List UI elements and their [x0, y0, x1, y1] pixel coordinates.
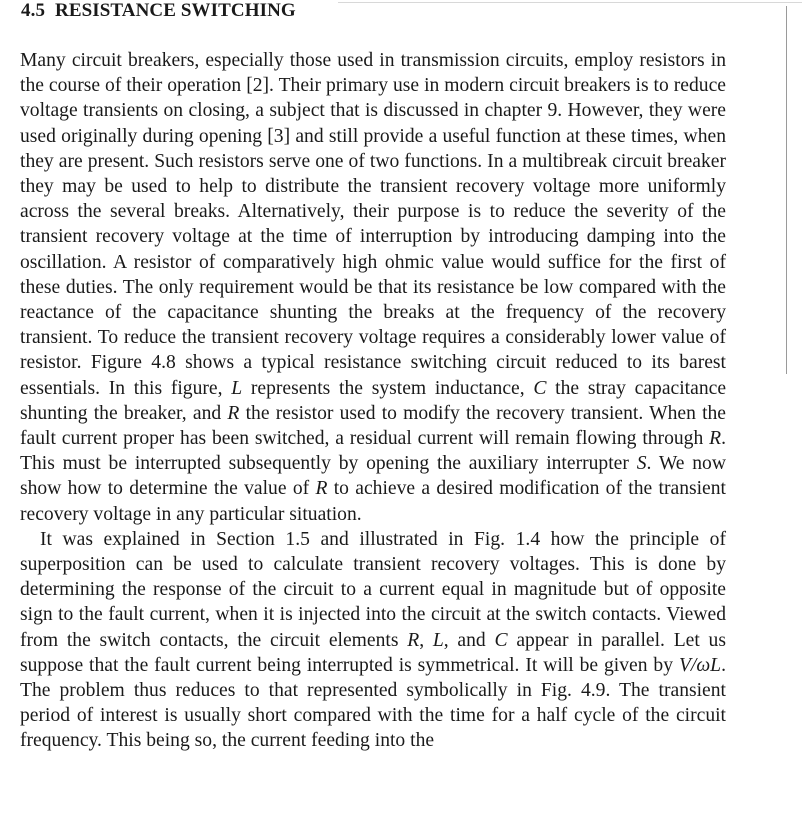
paragraph-2: It was explained in Section 1.5 and illustrated in Fig. 1.4 how the principle of superposition can be used to calculate transient recovery voltages. This is done by determining the response of the circuit to a current equal in magnitude but of opposite sign to the fault current, when it is injected into the circuit at the switch contacts. Viewed from the switch contacts, the circuit elements R, L, and C appear in parallel. Let us suppose that the fault current being interrupted is symmetrical. It will be given by V/ωL. The problem thus reduces to that represented symbolically in Fig. 4.9. The transient period of interest is usually short compared with the time for a half cycle of the circuit frequency. This being so, the current feeding into the: [20, 528, 726, 752]
paragraph-1: Many circuit breakers, especially those used in transmission circuits, employ resistors in the course of their operation [2]. Their primary use in modern circuit breakers is to reduce voltage transients on closing, a subject that is discussed in chapter 9. However, they were used originally during opening [3] and still provide a useful function at these times, when they are present. Such resistors serve one of two functions. In a multibreak circuit breaker they may be used to help to distribute the transient recovery voltage more uniformly across the several breaks. Alternatively, their purpose is to reduce the severity of the transient recovery voltage at the time of interruption by introducing damping into the oscillation. A resistor of comparatively high ohmic value would suffice for the first of these duties. The only requirement would be that its resistance be low compared with the reactance of the capacitance shunting the breaks at the frequency of the recovery transient. To reduce the transient recovery voltage requires a considerably lower value of resistor. Figure 4.8 shows a typical resistance switching circuit reduced to its barest essentials. In this figure, L represents the system inductance, C the stray capacitance shunting the breaker, and R the resistor used to modify the recovery transient. When the fault current proper has been switched, a residual current will remain flowing through R. This must be interrupted subsequently by opening the auxiliary interrupter S. We now show how to determine the value of R to achieve a desired modification of the transient recovery voltage in any particular situation.: [20, 50, 727, 525]
section-heading: [21, 0, 296, 23]
top-rule: [338, 2, 802, 3]
margin-rule: [786, 6, 787, 374]
section-number: 4.5: [21, 0, 46, 21]
section-title: RESISTANCE SWITCHING: [55, 0, 296, 21]
body-text: [20, 48, 726, 754]
